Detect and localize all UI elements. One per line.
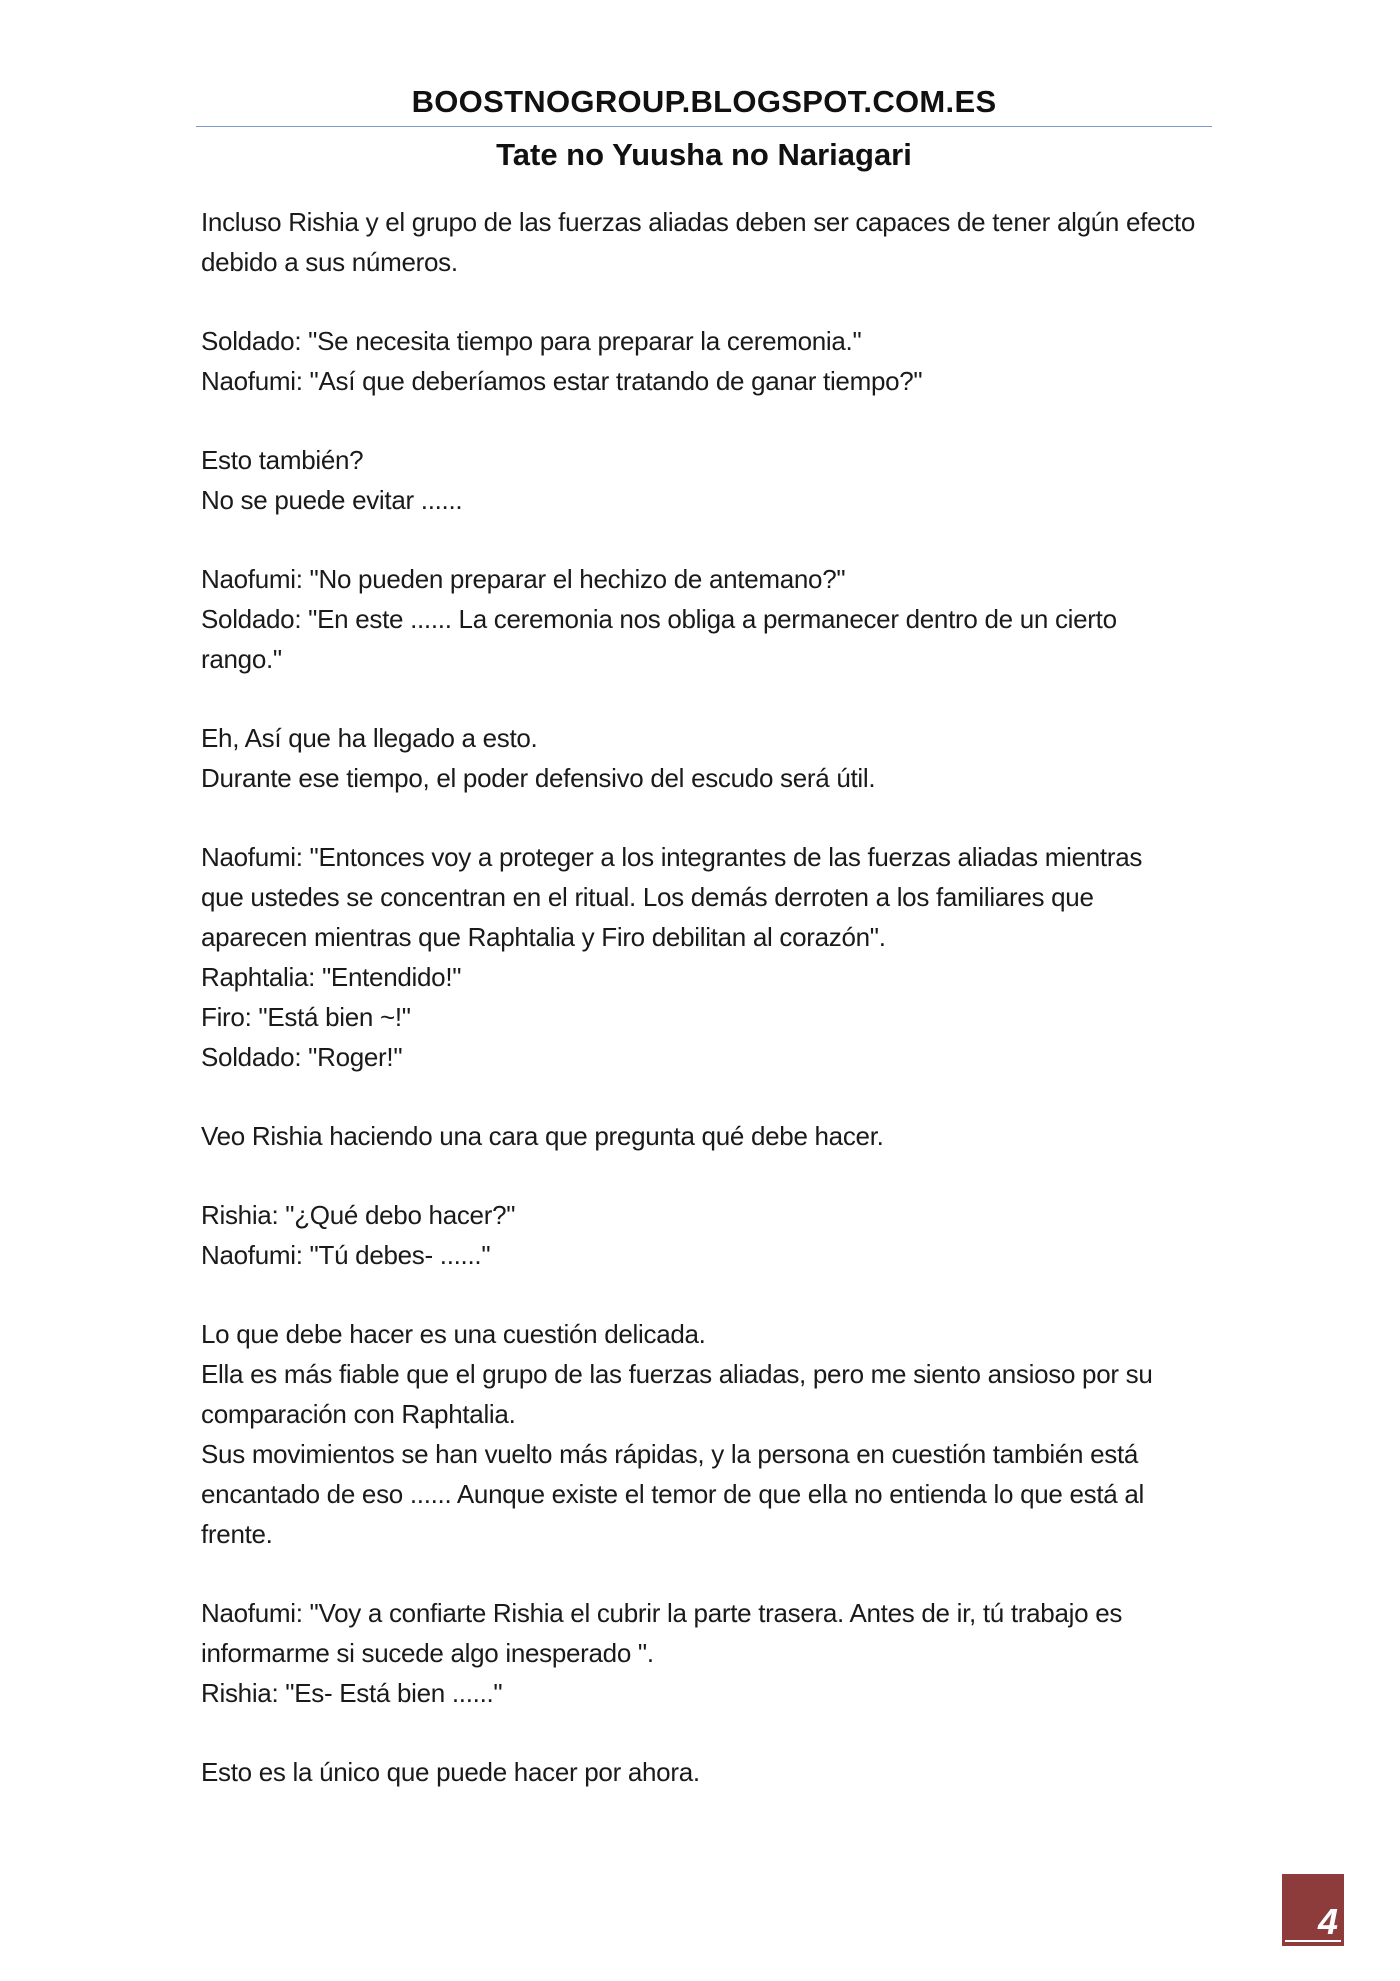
text-line: Lo que debe hacer es una cuestión delicada. bbox=[201, 1319, 706, 1349]
text-line: Soldado: "En este ...... La ceremonia nos obliga a permanecer dentro de un cierto bbox=[201, 604, 1117, 634]
paragraph bbox=[201, 1195, 1211, 1275]
page-number-badge bbox=[1282, 1874, 1344, 1946]
text-line: comparación con Raphtalia. bbox=[201, 1399, 516, 1429]
paragraph bbox=[201, 559, 1211, 679]
paragraph bbox=[201, 1314, 1211, 1554]
paragraph bbox=[201, 440, 1211, 520]
text-line: informarme si sucede algo inesperado ". bbox=[201, 1638, 654, 1668]
text-line: Naofumi: "Así que deberíamos estar tratando de ganar tiempo?" bbox=[201, 366, 923, 396]
paragraph bbox=[201, 202, 1211, 282]
text-line: aparecen mientras que Raphtalia y Firo debilitan al corazón". bbox=[201, 922, 886, 952]
page-number: 4 bbox=[1317, 1901, 1338, 1942]
text-line: Esto también? bbox=[201, 445, 364, 475]
text-line: Rishia: "Es- Está bien ......" bbox=[201, 1678, 503, 1708]
text-line: Firo: "Está bien ~!" bbox=[201, 1002, 411, 1032]
text-line: Eh, Así que ha llegado a esto. bbox=[201, 723, 538, 753]
text-line: Soldado: "Se necesita tiempo para preparar la ceremonia." bbox=[201, 326, 862, 356]
paragraph bbox=[201, 1593, 1211, 1713]
paragraph bbox=[201, 1116, 1211, 1156]
text-line: Durante ese tiempo, el poder defensivo del escudo será útil. bbox=[201, 763, 876, 793]
text-line: No se puede evitar ...... bbox=[201, 485, 463, 515]
header-divider bbox=[196, 126, 1212, 127]
text-line: debido a sus números. bbox=[201, 247, 458, 277]
text-line: Naofumi: "No pueden preparar el hechizo de antemano?" bbox=[201, 564, 846, 594]
text-line: Naofumi: "Entonces voy a proteger a los integrantes de las fuerzas aliadas mientras bbox=[201, 842, 1143, 872]
text-line: Ella es más fiable que el grupo de las fuerzas aliadas, pero me siento ansioso por su bbox=[201, 1359, 1153, 1389]
text-line: Incluso Rishia y el grupo de las fuerzas aliadas deben ser capaces de tener algún efecto bbox=[201, 207, 1196, 237]
text-line: Rishia: "¿Qué debo hacer?" bbox=[201, 1200, 516, 1230]
text-line: Naofumi: "Voy a confiarte Rishia el cubrir la parte trasera. Antes de ir, tú trabajo es bbox=[201, 1598, 1123, 1628]
site-title: BOOSTNOGROUP.BLOGSPOT.COM.ES bbox=[411, 84, 997, 119]
text-line: que ustedes se concentran en el ritual. Los demás derroten a los familiares que bbox=[201, 882, 1094, 912]
document-title: Tate no Yuusha no Nariagari bbox=[496, 137, 912, 172]
text-line: Soldado: "Roger!" bbox=[201, 1042, 403, 1072]
text-line: Naofumi: "Tú debes- ......" bbox=[201, 1240, 491, 1270]
text-line: Veo Rishia haciendo una cara que pregunta qué debe hacer. bbox=[201, 1121, 884, 1151]
paragraph bbox=[201, 837, 1211, 1077]
page-number-underline bbox=[1285, 1940, 1341, 1942]
paragraph bbox=[201, 1752, 1211, 1792]
page-header bbox=[196, 84, 1212, 173]
text-line: Raphtalia: "Entendido!" bbox=[201, 962, 462, 992]
text-line: Sus movimientos se han vuelto más rápidas, y la persona en cuestión también está bbox=[201, 1439, 1139, 1469]
text-line: encantado de eso ...... Aunque existe el temor de que ella no entienda lo que está al bbox=[201, 1479, 1144, 1509]
text-line: rango." bbox=[201, 644, 282, 674]
text-line: frente. bbox=[201, 1519, 273, 1549]
document-body bbox=[201, 202, 1211, 1831]
text-line: Esto es la único que puede hacer por ahora. bbox=[201, 1757, 700, 1787]
paragraph bbox=[201, 321, 1211, 401]
paragraph bbox=[201, 718, 1211, 798]
